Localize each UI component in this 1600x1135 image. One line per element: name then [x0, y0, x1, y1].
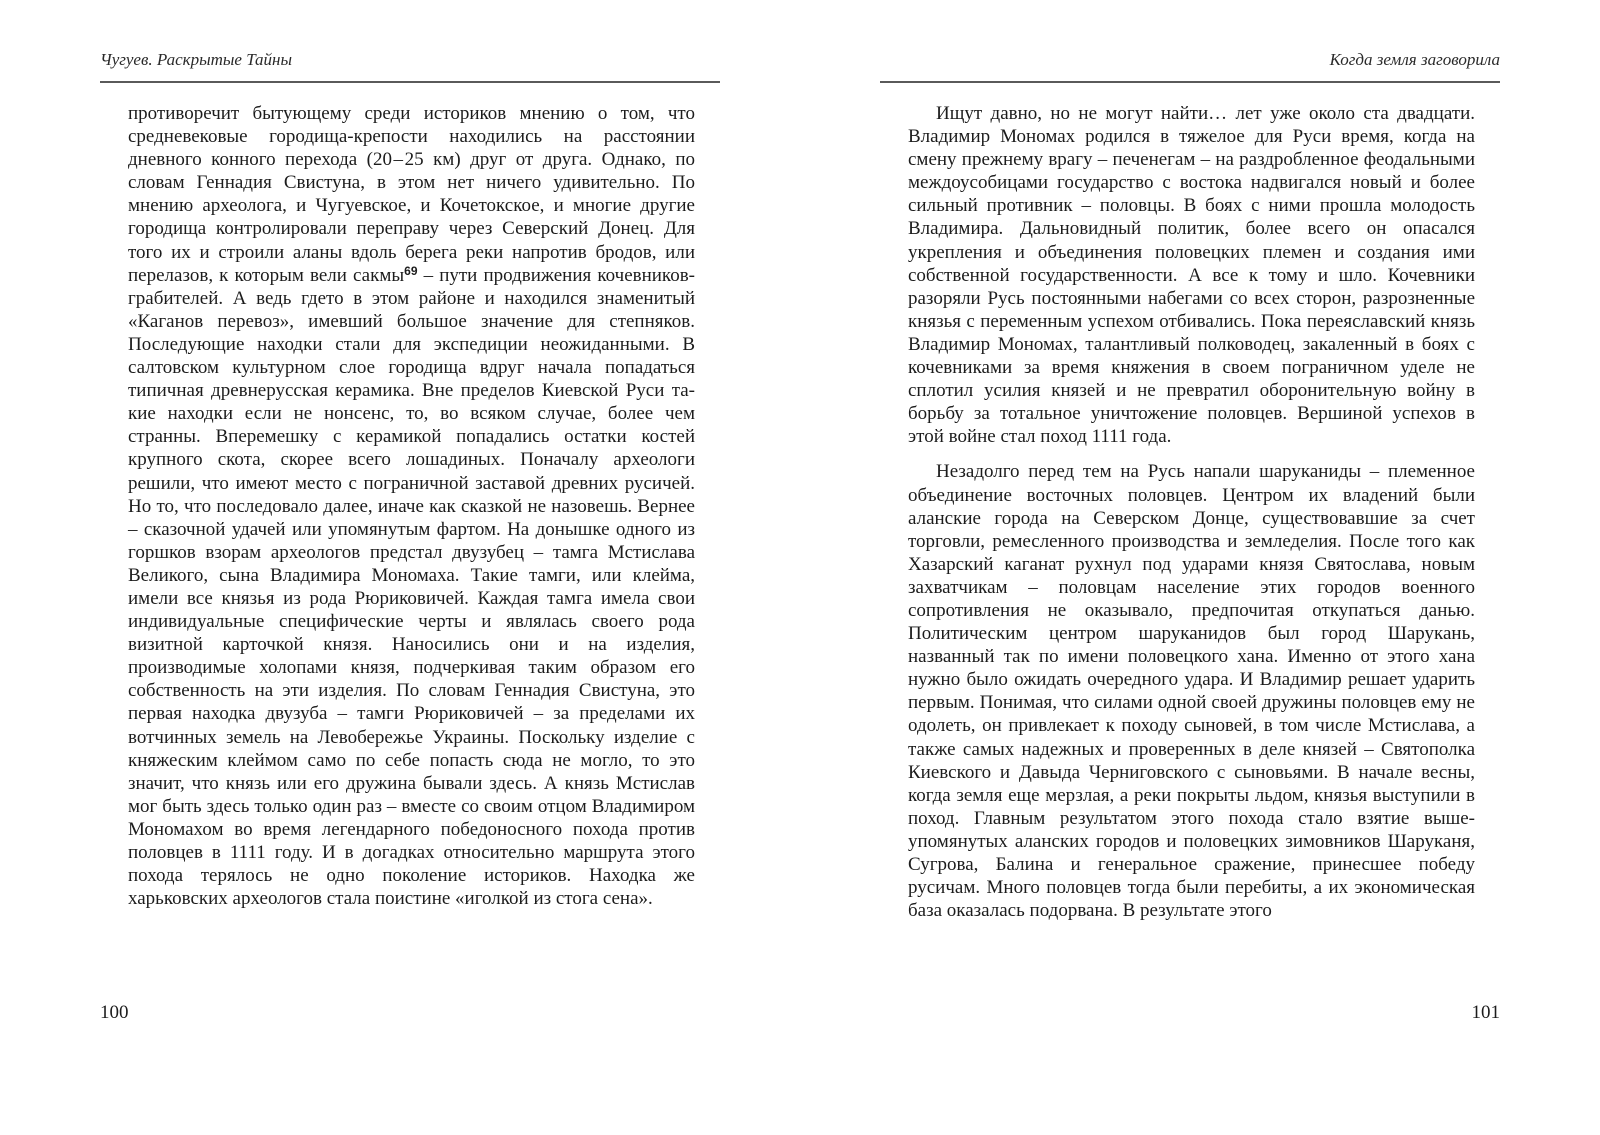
body-text-segment: – пути продвижения кочевников-грабителей. А ведь гдето в этом районе и находился знаменитый «Каганов перевоз», имевший большое значение для степняков. Последующие находки стали для экспедиции неожиданными. В салтовском культурном слое городища вдруг начала попадаться типичная древнерусская керамика. Вне пределов Киевской Руси такие находки если не нонсенс, то, во всяком случае, более чем странны. Вперемешку с керамикой попадались остатки костей крупного скота, скорее всего лошадиных. Поначалу археологи решили, что имеют место с пограничной заставой древних русичей. Но то, что последовало далее, иначе как сказкой не назовешь. Вернее – сказочной удачей или упомянутым фартом. На донышке одного из горшков взорам археологов предстал двузубец – тамга Мстислава Великого, сына Владимира Мономаха. Такие тамги, или клейма, имели все князья из рода Рюриковичей. Каждая тамга имела свои индивидуальные специфические черты и являлась своего рода визитной карточкой князя. Наносились они и на изделия, производимые холопами князя, подчеркивая таким образом его собственность на эти изделия. По словам Геннадия Свистуна, это первая находка двузуба – тамги Рюриковичей – за пределами их вотчинных земель на Левобережье Украины. Поскольку изделие с княжеским клеймом само по себе попасть сюда не могло, то это значит, что князь или его дружина бывали здесь. А князь Мстислав мог быть здесь только один раз – вместе со своим отцом Владимиром Мономахом во время легендарного победоносного похода против половцев в 1111 году. И в догадках относительно маршрута этого похода терялось не одно поколение историков. Находка же харьковских археологов стала поистине «иголкой из стога сена».: [128, 264, 695, 910]
body-paragraph: [128, 102, 695, 910]
right-page-body: [908, 102, 1475, 922]
left-page: [100, 0, 720, 1135]
running-head-chapter-title: Когда земля заговорила: [1329, 50, 1500, 69]
body-paragraph: Ищут давно, но не могут найти… лет уже около ста двадцати. Владимир Мономах родился в тяжелое для Руси время, когда на смену прежнему врагу – печенегам – на раздробленное феодальными междоусобицами государство с востока надвигался новый и более сильный противник – половцы. В боях с ними прошла молодость Владимира. Дальновидный политик, более всего он опасался укрепления и объединения половецких племен и создания ими собственной государственности. А все к тому и шло. Кочевники разоряли Русь постоянными набегами со всех сторон, разрозненные князья с переменным успехом отбивались. Пока переяславский князь Владимир Мономах, талантливый полководец, закаленный в боях с кочевниками за время княжения в своем пограничном уделе не сплотил усилия князей и не превратил оборонительную войну в борьбу за тотальное уничтожение половцев. Вершиной успехов в этой войне стал поход 1111 года.: [908, 103, 1475, 448]
body-text-segment: противоречит бытующему среди историков мнению о том, что средневековые городища-крепости находились на расстоянии дневного конного перехода (20 – 25 км) друг от друга. Однако, по словам Геннадия Свистуна, в этом нет ничего удивительно. По мнению археолога, и Чугуевское, и Кочетокское, и многие другие городища контролировали переправу через Северский Донец. Для того их и строили аланы вдоль берега реки напротив бродов, или перелазов, к которым вели сакмы: [128, 103, 695, 286]
left-page-body: [128, 102, 695, 910]
footnote-reference[interactable]: 69: [404, 263, 418, 278]
page-number: 101: [1471, 1002, 1500, 1023]
running-head-book-title: Чугуев. Раскрытые Тайны: [100, 50, 292, 69]
header-rule: [880, 81, 1500, 83]
right-page: [880, 0, 1500, 1135]
header-rule: [100, 81, 720, 83]
body-paragraph: Незадолго перед тем на Русь напали шаруканиды – племенное объединение восточных половцев. Центром их владений были аланские города на Северском Донце, существовавшие за счет торговли, ремесленного производства и земледелия. После того как Хазарский каганат рухнул под ударами князя Святослава, новым захватчикам – половцам население этих городов военного сопротивления не оказывало, предпочитая откупаться данью. Политическим центром шаруканидов был город Шарукань, названный так по имени половецкого хана. Именно от этого хана нужно было ожидать очередного удара. И Владимир решает ударить первым. Понимая, что силами одной своей дружины половцев ему не одолеть, он привлекает к походу сыновей, в том числе Мстислава, а также самых надежных и проверенных в деле князей – Святополка Киевского и Давыда Черниговского с сыновьями. В начале весны, когда земля еще мерзлая, а реки покрыты льдом, князья выступили в поход. Главным результатом этого похода стало взятие вышеупомянутых аланских городов и половецких зимовников Шаруканя, Сугрова, Балина и генеральное сражение, принесшее победу русичам. Много половцев тогда были перебиты, а их экономическая база оказалась подорвана. В результате этого: [908, 461, 1475, 922]
page-number: 100: [100, 1002, 129, 1023]
